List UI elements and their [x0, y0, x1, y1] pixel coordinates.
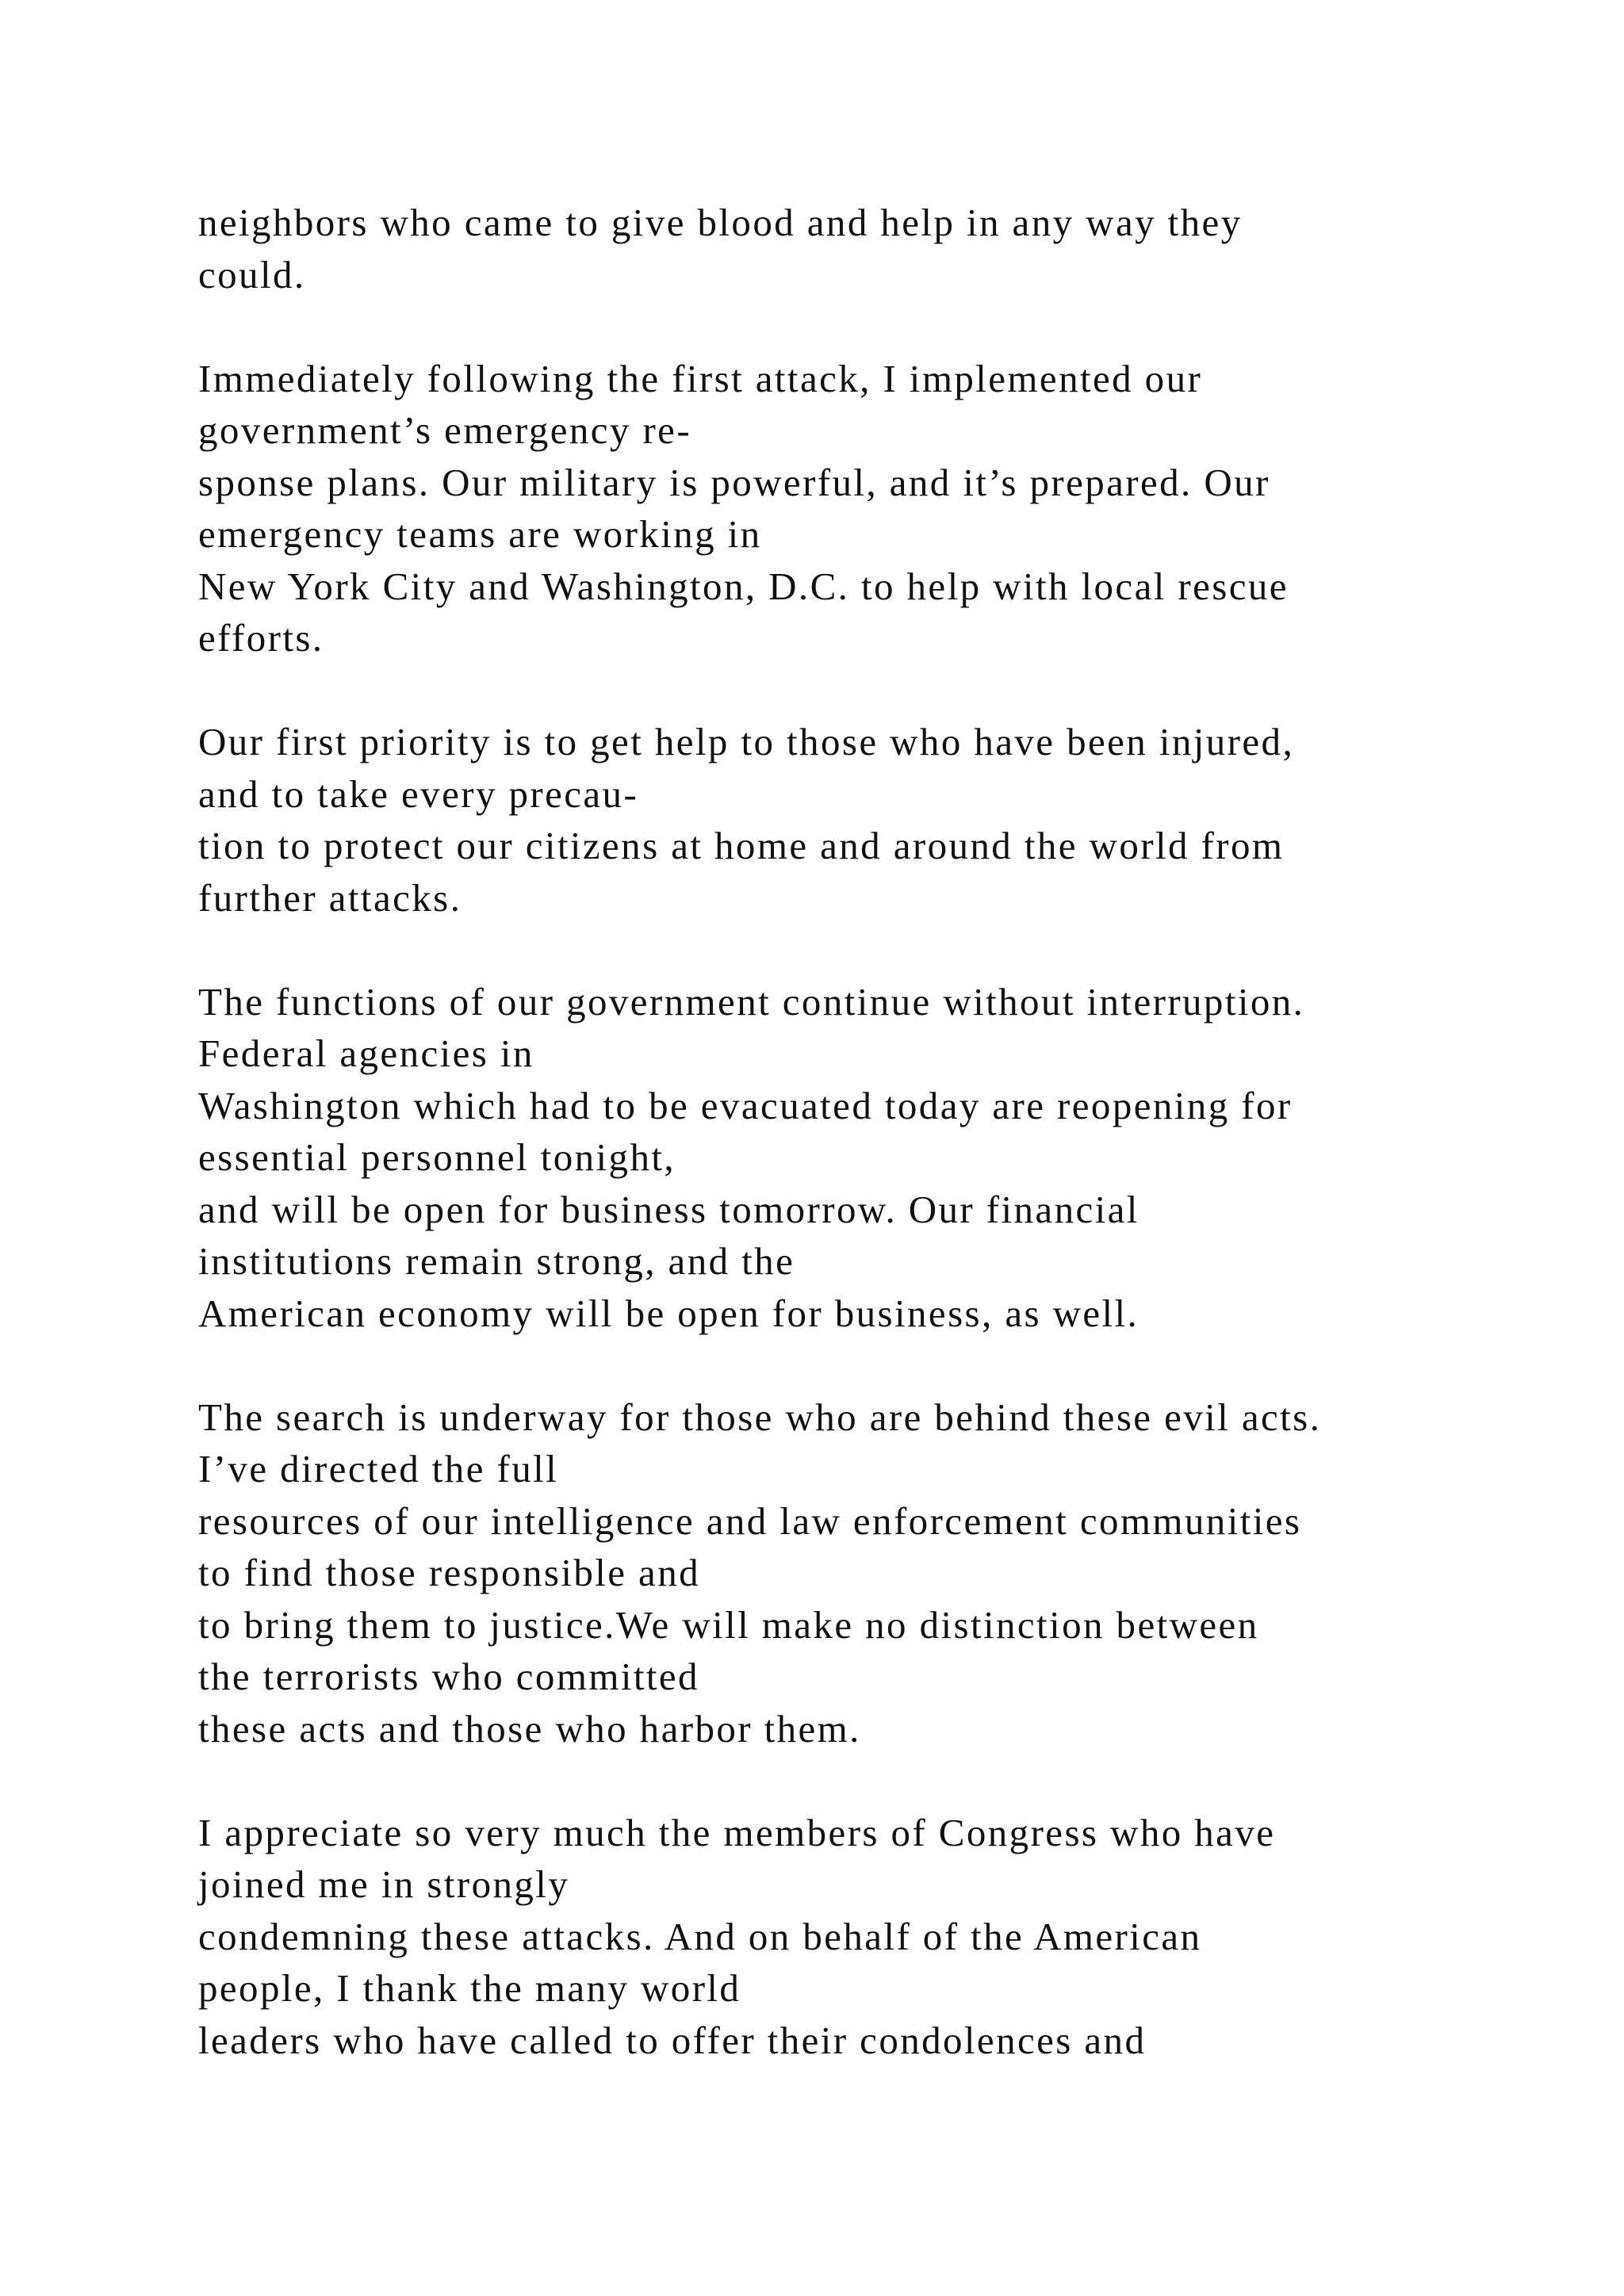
text-line: institutions remain strong, and the: [198, 1239, 795, 1283]
text-line: tion to protect our citizens at home and around the world from: [198, 824, 1285, 867]
text-line: Federal agencies in: [198, 1031, 534, 1075]
document-text-body: [198, 197, 1610, 2066]
text-line: resources of our intelligence and law enforcement communities: [198, 1498, 1302, 1543]
text-line: essential personnel tonight,: [198, 1135, 676, 1179]
text-line: neighbors who came to give blood and help in any way they: [198, 201, 1243, 244]
paragraph-break: [198, 300, 1610, 353]
paragraph-break: [198, 664, 1610, 717]
text-line: New York City and Washington, D.C. to help with local rescue: [198, 564, 1289, 608]
text-line: Immediately following the first attack, I implemented our: [198, 356, 1203, 400]
text-line: I appreciate so very much the members of Congress who have: [198, 1810, 1276, 1854]
text-line: sponse plans. Our military is powerful, and it’s prepared. Our: [198, 460, 1270, 504]
text-line: these acts and those who harbor them.: [198, 1706, 861, 1751]
text-line: condemning these attacks. And on behalf of the American: [198, 1914, 1202, 1958]
text-line: the terrorists who committed: [198, 1655, 699, 1698]
paragraph-break: [198, 1755, 1610, 1807]
text-line: government’s emergency re-: [198, 408, 692, 452]
text-line: could.: [198, 252, 306, 297]
text-line: emergency teams are working in: [198, 512, 762, 556]
text-line: Washington which had to be evacuated today are reopening for: [198, 1083, 1293, 1127]
text-line: people, I thank the many world: [198, 1966, 741, 2010]
text-line: efforts.: [198, 616, 324, 660]
text-line: further attacks.: [198, 875, 462, 920]
text-line: leaders who have called to offer their condolences and: [198, 2018, 1147, 2062]
text-line: and to take every precau-: [198, 771, 639, 816]
text-line: to find those responsible and: [198, 1551, 701, 1594]
text-line: Our first priority is to get help to those who have been injured,: [198, 720, 1295, 763]
text-line: joined me in strongly: [198, 1862, 570, 1906]
text-line: I’ve directed the full: [198, 1447, 559, 1490]
paragraph-break: [198, 924, 1610, 976]
text-line: The search is underway for those who are behind these evil acts.: [198, 1395, 1322, 1439]
text-line: and will be open for business tomorrow. Our financial: [198, 1187, 1139, 1231]
text-line: American economy will be open for business, as well.: [198, 1291, 1139, 1335]
paragraph-break: [198, 1339, 1610, 1391]
text-line: The functions of our government continue without interruption.: [198, 979, 1305, 1024]
text-line: to bring them to justice.We will make no distinction between: [198, 1602, 1259, 1647]
